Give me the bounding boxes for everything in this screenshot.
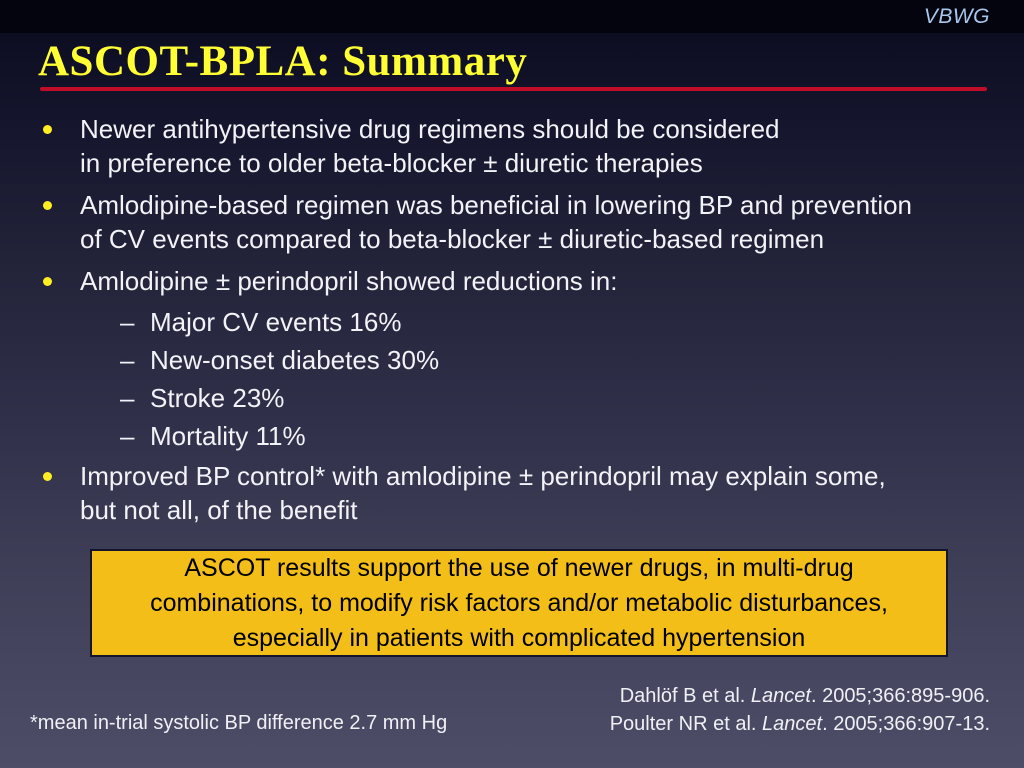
citation-line bbox=[610, 710, 990, 738]
bullet-line: Amlodipine-based regimen was beneficial in lowering BP and prevention bbox=[80, 190, 913, 220]
footnote: *mean in-trial systolic BP difference 2.7 mm Hg bbox=[30, 712, 448, 734]
highlight-box-line: ASCOT results support the use of newer drugs, in multi-drug bbox=[184, 553, 854, 582]
header-band bbox=[0, 0, 1024, 33]
sub-bullet-item bbox=[0, 306, 1024, 339]
bullet-item bbox=[0, 112, 1024, 180]
dash-icon: – bbox=[120, 421, 135, 451]
bullet-list bbox=[0, 112, 1024, 535]
citation-text: . 2005;366:907-13. bbox=[822, 713, 990, 735]
brand-logo: VBWG bbox=[923, 4, 990, 28]
sub-bullet-label: Stroke 23% bbox=[150, 383, 285, 413]
sub-bullet-item bbox=[0, 344, 1024, 377]
bullet-line: Amlodipine ± perindopril showed reductions in: bbox=[80, 266, 618, 296]
bullet-line: Newer antihypertensive drug regimens should be considered bbox=[80, 114, 780, 144]
bullet-icon bbox=[43, 472, 52, 481]
citation-journal: Lancet bbox=[750, 685, 811, 707]
dash-icon: – bbox=[120, 307, 135, 337]
slide-title: ASCOT-BPLA: Summary bbox=[38, 38, 528, 85]
bullet-icon bbox=[43, 201, 52, 210]
bullet-item bbox=[0, 188, 1024, 256]
dash-icon: – bbox=[120, 383, 135, 413]
bullet-line: Improved BP control* with amlodipine ± perindopril may explain some, bbox=[80, 461, 886, 491]
highlight-box bbox=[90, 549, 948, 657]
citation-line bbox=[610, 682, 990, 710]
highlight-box-line: combinations, to modify risk factors and/or metabolic disturbances, bbox=[150, 588, 888, 617]
dash-icon: – bbox=[120, 345, 135, 375]
sub-bullet-label: Major CV events 16% bbox=[150, 307, 402, 337]
bullet-icon bbox=[43, 277, 52, 286]
sub-bullet-item bbox=[0, 420, 1024, 453]
sub-bullet-list bbox=[0, 306, 1024, 453]
citation-journal: Lancet bbox=[762, 713, 823, 735]
bullet-item bbox=[0, 264, 1024, 298]
citations bbox=[610, 682, 990, 738]
citation-text: . 2005;366:895-906. bbox=[810, 685, 990, 707]
title-underline bbox=[40, 87, 987, 91]
sub-bullet-item bbox=[0, 382, 1024, 415]
bullet-line: but not all, of the benefit bbox=[80, 495, 358, 525]
bullet-item bbox=[0, 459, 1024, 527]
sub-bullet-label: Mortality 11% bbox=[150, 421, 306, 451]
highlight-box-line: especially in patients with complicated hypertension bbox=[232, 623, 806, 652]
sub-bullet-label: New-onset diabetes 30% bbox=[150, 345, 440, 375]
citation-text: Poulter NR et al. bbox=[609, 713, 763, 735]
bullet-line: of CV events compared to beta-blocker ± diuretic-based regimen bbox=[80, 224, 825, 254]
citation-text: Dahlöf B et al. bbox=[619, 685, 751, 707]
bullet-icon bbox=[43, 125, 52, 134]
bullet-line: in preference to older beta-blocker ± diuretic therapies bbox=[80, 148, 703, 178]
